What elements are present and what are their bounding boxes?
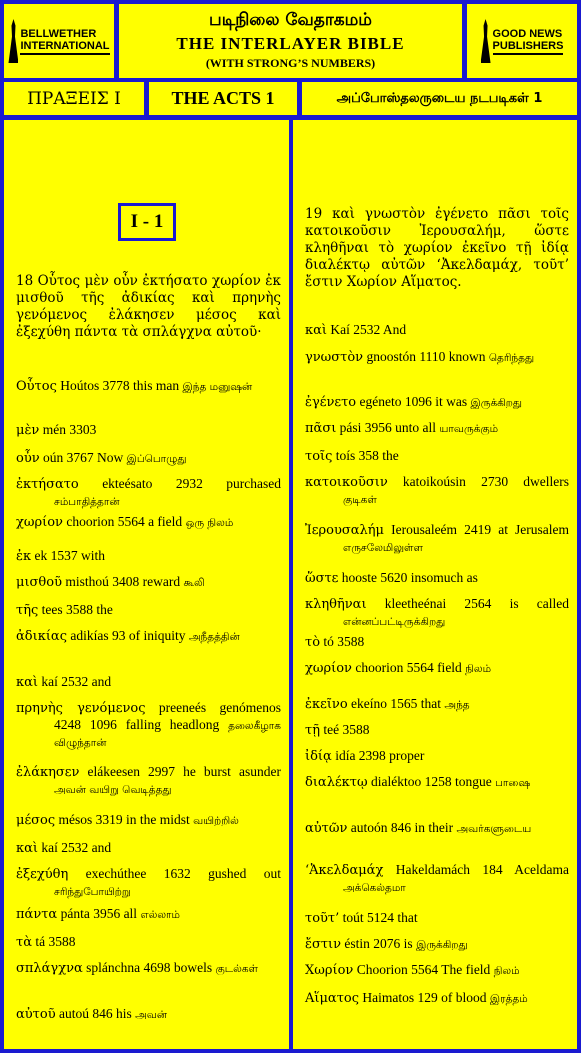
tamil-gloss: அவன் வயிறு வெடித்தது: [54, 784, 172, 796]
tamil-gloss: என்னப்பட்டிருக்கிறது: [343, 616, 446, 628]
word-entry: [305, 474, 569, 508]
verse-text: 18 Οὗτος μὲν οὖν ἐκτήσατο χωρίον ἐκ μισθοῦ τῆς ἀδικίας καὶ πρηνὴς γενόμενος ἐλάκησεν μέσος καὶ ἐξεχύθη πάντα τὰ σπλάγχνα αὐτοῦ·: [16, 273, 281, 340]
word-entry: [305, 349, 569, 366]
translit-gloss: mésos 3319 in the midst: [55, 812, 194, 827]
word-entry: [305, 570, 569, 587]
bellwether-logo: [4, 4, 114, 78]
statue-icon: [8, 19, 18, 63]
greek-word: ‘Ἀκελδαμάχ: [305, 863, 384, 878]
word-entry: [305, 634, 569, 651]
word-entry: [305, 962, 569, 979]
tamil-gloss: தலைகீழாக விழுந்தான்: [54, 720, 281, 749]
word-entry: [305, 596, 569, 630]
book-greek: ΠΡΑΞΕΙΣ Ι: [4, 82, 144, 115]
tamil-gloss: நிலம்: [493, 965, 520, 977]
word-entry: [16, 450, 281, 467]
logo-line-1: BELLWETHER: [20, 27, 97, 40]
word-entry: [16, 674, 281, 691]
translit-gloss: Choorion 5564 The field: [353, 962, 494, 977]
word-entry: [16, 422, 281, 439]
greek-word: σπλάγχνα: [16, 961, 83, 976]
translit-gloss: teé 3588: [319, 722, 370, 737]
word-entry: [16, 514, 281, 531]
translit-gloss: katoikoúsin 2730 dwellers: [387, 474, 569, 489]
tamil-gloss: இந்த மனுஷன்: [182, 381, 253, 393]
word-entry: [305, 774, 569, 791]
left-column: [4, 120, 289, 1049]
translit-gloss: Kaí 2532 And: [327, 322, 407, 337]
greek-word: καὶ: [305, 323, 328, 338]
logo-line-2: PUBLISHERS: [492, 39, 564, 52]
translit-gloss: mén 3303: [39, 422, 97, 437]
tamil-gloss: எல்லாம்: [140, 909, 180, 921]
word-entry: [305, 936, 569, 953]
greek-word: ἐλάκησεν: [16, 765, 80, 780]
word-entry: [305, 722, 569, 739]
greek-word: τὸ: [305, 635, 321, 650]
translit-gloss: Hoútos 3778 this man: [56, 378, 183, 393]
tamil-gloss: அந்த: [444, 699, 470, 711]
greek-word: ὥστε: [305, 571, 339, 586]
logo-line-1: GOOD NEWS: [492, 27, 563, 40]
word-entry: [305, 448, 569, 465]
tamil-gloss: இப்பொழுது: [126, 453, 187, 465]
translit-gloss: éstin 2076 is: [341, 936, 417, 951]
greek-word: χωρίον: [16, 515, 63, 530]
greek-word: πρηνὴς γενόμενος: [16, 701, 146, 716]
tamil-gloss: அவன்: [135, 1009, 168, 1021]
word-entry: [305, 748, 569, 765]
word-entry: [16, 548, 281, 565]
translit-gloss: ek 1537 with: [31, 548, 105, 563]
book-tamil: அப்போஸ்தலருடைய நடபடிகள் 1: [302, 82, 577, 115]
translit-gloss: misthoú 3408 reward: [61, 574, 184, 589]
tamil-gloss: ஒரு நிலம்: [185, 517, 234, 529]
word-entry: [16, 602, 281, 619]
translit-gloss: egéneto 1096 it was: [356, 394, 471, 409]
greek-word: ἐξεχύθη: [16, 867, 69, 882]
greek-word: οὖν: [16, 451, 40, 466]
book-english: THE ACTS 1: [149, 82, 297, 115]
greek-word: μὲν: [16, 423, 40, 438]
word-entry: [16, 906, 281, 923]
tamil-gloss: கூலி: [183, 577, 205, 589]
greek-word: ἐκεῖνο: [305, 697, 348, 712]
translit-gloss: Hakeldamách 184 Aceldama: [383, 862, 569, 877]
translit-gloss: toís 358 the: [332, 448, 399, 463]
word-entry: [16, 476, 281, 510]
translit-gloss: pási 3956 unto all: [336, 420, 440, 435]
greek-word: τοῦτ’: [305, 911, 340, 926]
tamil-gloss: சரிந்துபோயிற்று: [54, 886, 131, 898]
greek-word: διαλέκτῳ: [305, 775, 368, 790]
greek-word: καὶ: [16, 675, 39, 690]
translit-gloss: kaí 2532 and: [38, 840, 112, 855]
title-subtitle: (WITH STRONG’S NUMBERS): [205, 56, 376, 70]
translit-gloss: tees 3588 the: [38, 602, 113, 617]
right-column: [293, 120, 577, 1049]
greek-word: Χωρίον: [305, 963, 354, 978]
word-entry: [305, 862, 569, 896]
word-entry: [16, 574, 281, 591]
greek-word: τῇ: [305, 723, 320, 738]
word-entry: [16, 934, 281, 951]
word-entry: [16, 378, 281, 395]
translit-gloss: choorion 5564 field: [351, 660, 466, 675]
greek-word: χωρίον: [305, 661, 352, 676]
greek-word: ἔστιν: [305, 937, 342, 952]
greek-word: γνωστὸν: [305, 350, 364, 365]
translit-gloss: kleetheénai 2564 is called: [366, 596, 569, 611]
greek-word: αὐτῶν: [305, 821, 348, 836]
tamil-gloss: இருக்கிறது: [470, 397, 523, 409]
statue-icon: [481, 19, 491, 63]
greek-word: ἐκ: [16, 549, 32, 564]
greek-word: πάντα: [16, 907, 58, 922]
word-entry: [305, 660, 569, 677]
greek-word: ἀδικίας: [16, 629, 67, 644]
tamil-gloss: வயிற்றில்: [193, 815, 239, 827]
word-entry: [16, 700, 281, 751]
word-entry: [16, 866, 281, 900]
word-entry: [16, 764, 281, 798]
tamil-gloss: குடல்கள்: [215, 963, 259, 975]
translit-gloss: preeneés genómenos 4248 1096 falling headlong: [54, 700, 281, 732]
translit-gloss: kaí 2532 and: [38, 674, 112, 689]
translit-gloss: toút 5124 that: [339, 910, 418, 925]
good-news-logo: [467, 4, 577, 78]
word-entry: [16, 960, 281, 977]
word-entry: [305, 394, 569, 411]
translit-gloss: exechúthee 1632 gushed out: [68, 866, 281, 881]
translit-gloss: pánta 3956 all: [57, 906, 141, 921]
tamil-gloss: அவர்களுடைய: [456, 823, 532, 835]
title-english: THE INTERLAYER BIBLE: [176, 34, 405, 53]
tamil-gloss: குடிகள்: [343, 494, 377, 506]
tamil-gloss: இரத்தம்: [489, 993, 528, 1005]
word-entry: [305, 696, 569, 713]
greek-word: Αἵματος: [305, 991, 360, 1006]
chapter-label: I - 1: [118, 203, 176, 241]
translit-gloss: dialéktoo 1258 tongue: [367, 774, 496, 789]
word-entry: [305, 820, 569, 837]
word-entry: [305, 910, 569, 927]
translit-gloss: choorion 5564 a field: [62, 514, 186, 529]
tamil-gloss: யாவருக்கும்: [439, 423, 499, 435]
logo-line-2: INTERNATIONAL: [20, 39, 110, 52]
greek-word: ἐκτήσατο: [16, 477, 79, 492]
translit-gloss: tó 3588: [320, 634, 365, 649]
word-entry: [305, 990, 569, 1007]
greek-word: τὰ: [16, 935, 32, 950]
translit-gloss: autoón 846 in their: [347, 820, 457, 835]
translit-gloss: hooste 5620 insomuch as: [338, 570, 478, 585]
tamil-gloss: நிலம்: [465, 663, 492, 675]
greek-word: καὶ: [16, 841, 39, 856]
tamil-gloss: அநீதத்தின்: [188, 631, 240, 643]
verse-text: 19 καὶ γνωστὸν ἐγένετο πᾶσι τοῖς κατοικοῦσιν Ἰερουσαλήμ, ὥστε κληθῆναι τὸ χωρίον ἐκεῖνο τῇ ἰδίᾳ διαλέκτῳ αὐτῶν ‘Ἀκελδαμάχ, τοῦτ’ ἔστιν Χωρίον Αἵματος.: [305, 206, 569, 290]
tamil-gloss: தெரிந்தது: [488, 352, 535, 364]
greek-word: Ἰερουσαλήμ: [305, 523, 385, 538]
word-entry: [16, 812, 281, 829]
translit-gloss: Haimatos 129 of blood: [359, 990, 490, 1005]
tamil-gloss: சம்பாதித்தான்: [54, 496, 120, 508]
translit-gloss: oún 3767 Now: [39, 450, 127, 465]
greek-word: κατοικοῦσιν: [305, 475, 388, 490]
translit-gloss: Ierousaleém 2419 at Jerusalem: [384, 522, 569, 537]
greek-word: ἐγένετο: [305, 395, 357, 410]
translit-gloss: idía 2398 proper: [331, 748, 425, 763]
translit-gloss: autoú 846 his: [55, 1006, 136, 1021]
greek-word: Οὗτος: [16, 379, 57, 394]
word-entry: [16, 1006, 281, 1023]
translit-gloss: adikías 93 of iniquity: [66, 628, 189, 643]
greek-word: ἰδίᾳ: [305, 749, 332, 764]
greek-word: πᾶσι: [305, 421, 337, 436]
translit-gloss: elákeesen 2997 he burst asunder: [79, 764, 281, 779]
greek-word: μισθοῦ: [16, 575, 62, 590]
translit-gloss: ekeíno 1565 that: [347, 696, 445, 711]
tamil-gloss: அக்கெல்தமா: [343, 882, 406, 894]
word-entry: [16, 628, 281, 645]
word-entry: [16, 840, 281, 857]
word-entry: [305, 322, 569, 339]
title-block: [119, 4, 462, 78]
translit-gloss: tá 3588: [31, 934, 76, 949]
greek-word: αὐτοῦ: [16, 1007, 56, 1022]
greek-word: τῆς: [16, 603, 39, 618]
tamil-gloss: இருக்கிறது: [416, 939, 468, 951]
translit-gloss: ekteésato 2932 purchased: [78, 476, 281, 491]
tamil-gloss: பாஷை: [495, 777, 531, 789]
word-entry: [305, 420, 569, 437]
word-entry: [305, 522, 569, 556]
title-tamil: படிநிலை வேதாகமம்: [209, 10, 372, 30]
greek-word: κληθῆναι: [305, 597, 367, 612]
tamil-gloss: எருசலேமிலுள்ள: [343, 542, 424, 554]
greek-word: τοῖς: [305, 449, 333, 464]
translit-gloss: gnoostón 1110 known: [363, 349, 489, 364]
translit-gloss: splánchna 4698 bowels: [82, 960, 216, 975]
greek-word: μέσος: [16, 813, 56, 828]
